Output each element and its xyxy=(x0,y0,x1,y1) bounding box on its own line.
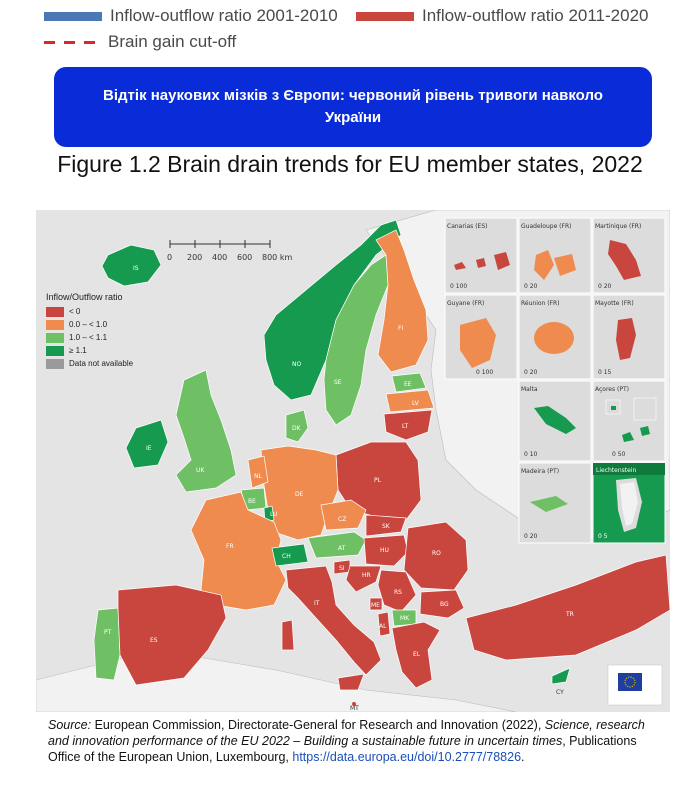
figure-title: Figure 1.2 Brain drain trends for EU member states, 2022 xyxy=(57,151,643,177)
country-label-cy: CY xyxy=(556,689,564,696)
country-label-ro: RO xyxy=(432,550,441,557)
legend-label: Inflow-outflow ratio 2011-2020 xyxy=(422,6,649,25)
svg-text:Liechtenstein: Liechtenstein xyxy=(596,467,637,474)
country-label-pt: PT xyxy=(104,629,112,636)
svg-text:Réunion (FR): Réunion (FR) xyxy=(521,300,560,307)
source-end: . xyxy=(521,750,525,764)
map-legend-item: 0.0 – < 1.0 xyxy=(46,318,133,331)
svg-text:0 15: 0 15 xyxy=(598,369,612,376)
map-legend-item: Data not available xyxy=(46,357,133,370)
map-legend-title: Inflow/Outflow ratio xyxy=(46,292,123,302)
country-label-no: NO xyxy=(292,361,302,368)
country-label-pl: PL xyxy=(374,477,381,484)
legend-item-cutoff xyxy=(44,32,236,52)
map-svg xyxy=(36,210,670,712)
source-link[interactable]: https://data.europa.eu/doi/10.2777/78826 xyxy=(292,750,522,764)
svg-text:0 50: 0 50 xyxy=(612,451,626,458)
source-text-1: European Commission, Directorate-General for Research and Innovation (2022), xyxy=(91,718,545,732)
source-text-2: , Publications Office of the European Union, Luxembourg, xyxy=(48,734,637,764)
map-legend-item: 1.0 – < 1.1 xyxy=(46,331,133,344)
country-nl xyxy=(248,456,268,488)
svg-text:Madeira (PT): Madeira (PT) xyxy=(521,468,560,475)
source-label: Source: xyxy=(48,718,92,732)
inset-acores xyxy=(593,381,665,461)
country-label-hr: HR xyxy=(362,572,371,579)
eu-flag-icon xyxy=(618,673,642,691)
svg-text:Mayotte (FR): Mayotte (FR) xyxy=(595,300,634,307)
svg-text:Malta: Malta xyxy=(521,386,538,393)
svg-text:0 100: 0 100 xyxy=(450,283,468,290)
banner-text: Відтік наукових мізків з Європи: червоний рівень тривоги навколо України xyxy=(103,87,603,126)
country-label-it: IT xyxy=(314,600,320,607)
svg-text:0 20: 0 20 xyxy=(524,283,538,290)
map-legend xyxy=(46,292,133,370)
svg-text:Martinique (FR): Martinique (FR) xyxy=(595,223,642,230)
svg-text:0 10: 0 10 xyxy=(524,451,538,458)
legend-dash xyxy=(44,41,100,44)
country-label-me: ME xyxy=(371,602,380,609)
source-citation xyxy=(48,717,668,765)
country-label-uk: UK xyxy=(196,467,205,474)
svg-text:0 100: 0 100 xyxy=(476,369,494,376)
country-label-mt: MT xyxy=(350,705,359,712)
country-label-ee: EE xyxy=(404,381,412,388)
map-legend-item: ≥ 1.1 xyxy=(46,344,133,357)
legend-swatch-red xyxy=(356,12,414,21)
svg-text:600: 600 xyxy=(237,253,253,262)
svg-text:0 5: 0 5 xyxy=(598,533,608,540)
country-label-ie: IE xyxy=(146,445,152,452)
country-label-lv: LV xyxy=(412,400,419,407)
country-label-nl: NL xyxy=(254,473,262,480)
svg-text:Guadeloupe (FR): Guadeloupe (FR) xyxy=(521,223,572,230)
country-label-dk: DK xyxy=(292,425,301,432)
svg-text:Canarias (ES): Canarias (ES) xyxy=(447,223,488,230)
country-label-rs: RS xyxy=(394,589,402,596)
country-label-lu: LU xyxy=(270,511,278,518)
country-label-sk: SK xyxy=(382,523,390,530)
country-label-be: BE xyxy=(248,498,256,505)
svg-text:0 20: 0 20 xyxy=(524,369,538,376)
legend-item-2011-2020 xyxy=(356,6,649,26)
country-label-de: DE xyxy=(295,491,304,498)
top-legend xyxy=(44,6,684,58)
source-title: Science, research and innovation performance of the EU 2022 – Building a sustainable future in uncertain times xyxy=(48,718,645,748)
country-pt xyxy=(94,608,120,680)
country-label-bg: BG xyxy=(440,601,449,608)
country-label-es: ES xyxy=(150,637,158,644)
country-label-hu: HU xyxy=(380,547,389,554)
svg-text:0 20: 0 20 xyxy=(598,283,612,290)
country-label-lt: LT xyxy=(402,423,409,430)
country-label-is: IS xyxy=(133,265,139,272)
country-label-ch: CH xyxy=(282,553,291,560)
country-label-fi: FI xyxy=(398,325,404,332)
legend-swatch-blue xyxy=(44,12,102,21)
svg-text:0: 0 xyxy=(167,253,173,262)
country-label-cz: CZ xyxy=(338,516,347,523)
svg-text:0 20: 0 20 xyxy=(524,533,538,540)
country-label-tr: TR xyxy=(566,611,574,618)
country-label-mk: MK xyxy=(400,615,410,622)
country-label-at: AT xyxy=(338,545,346,552)
country-lv xyxy=(386,390,434,412)
svg-text:Açores (PT): Açores (PT) xyxy=(595,386,629,393)
europe-map xyxy=(36,210,670,712)
legend-label: Inflow-outflow ratio 2001-2010 xyxy=(110,6,338,25)
country-label-al: AL xyxy=(379,623,387,630)
legend-item-2001-2010 xyxy=(44,6,338,26)
svg-text:400: 400 xyxy=(212,253,228,262)
legend-label: Brain gain cut-off xyxy=(108,32,237,51)
country-label-el: EL xyxy=(413,651,421,658)
svg-text:800 km: 800 km xyxy=(262,253,293,262)
island-sardinia xyxy=(282,620,294,650)
headline-banner xyxy=(54,67,652,147)
country-label-si: SI xyxy=(339,565,345,572)
country-label-se: SE xyxy=(334,379,342,386)
country-label-fr: FR xyxy=(226,543,234,550)
svg-text:200: 200 xyxy=(187,253,203,262)
svg-text:Guyane (FR): Guyane (FR) xyxy=(447,300,485,307)
map-legend-item: < 0 xyxy=(46,305,133,318)
